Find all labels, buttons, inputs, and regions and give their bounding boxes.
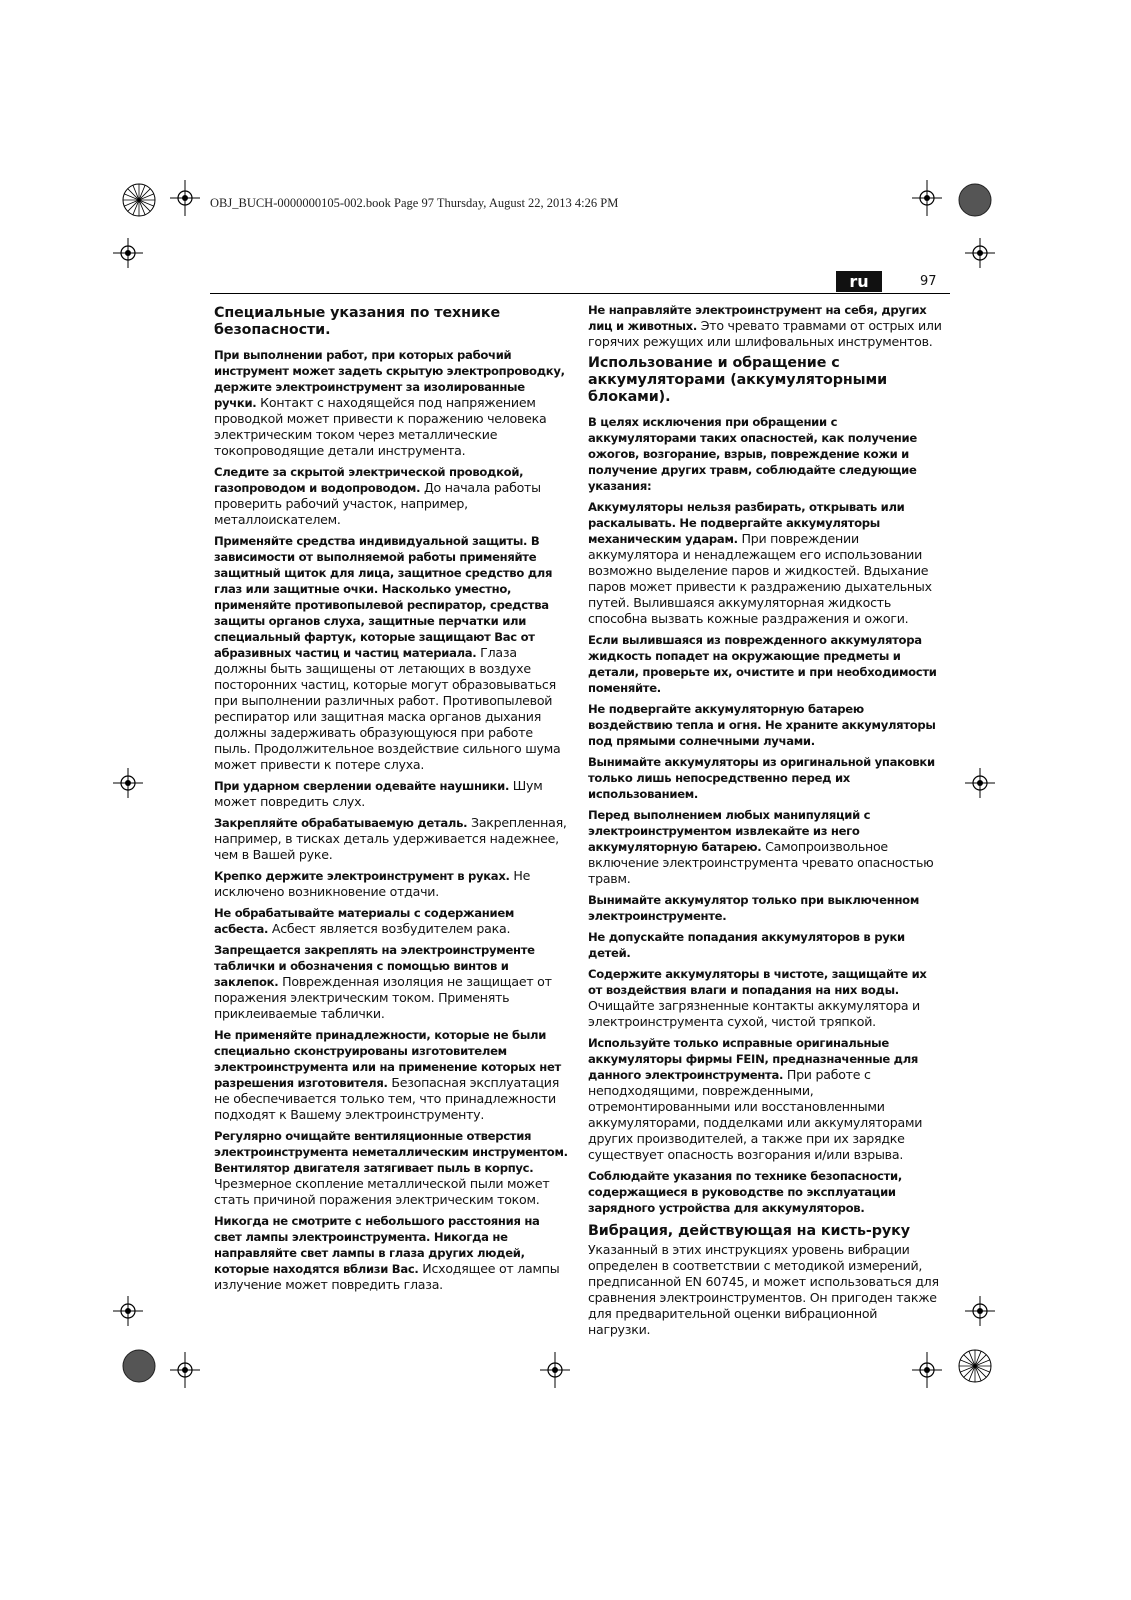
paragraph-body: Шум может повредить слух. [214,778,543,809]
paragraph-body: Чрезмерное скопление металлической пыли может стать причиной поражения электрическим током. [214,1176,550,1207]
paragraph [588,499,943,627]
crosshair-right-upper [965,238,995,268]
registration-circle-bottom-left [121,1348,157,1384]
paragraph [588,807,943,887]
page-number: 97 [920,274,937,289]
crosshair-right-lower [965,1296,995,1326]
paragraph-bold-lead: Не обрабатывайте материалы с содержанием асбеста. [214,906,515,936]
paragraph [588,754,943,802]
paragraph-body: Безопасная эксплуатация не обеспечивается только тем, что принадлежности подходят к Вашему электроинструменту. [214,1075,560,1122]
paragraph-bold-lead: Никогда не смотрите с небольшого расстояния на свет лампы электроинструмента. Никогда не направляйте свет лампы в глаза других людей, которые находятся вблизи Вас. [214,1214,540,1276]
left-paragraphs [214,347,569,1293]
paragraph-body: До начала работы проверить рабочий участок, например, металлоискателем. [214,480,541,527]
paragraph [588,632,943,696]
paragraph [588,1035,943,1163]
paragraph-bold-lead: Следите за скрытой электрической проводкой, газопроводом и водопроводом. [214,465,524,495]
registration-circle-bottom-right [957,1348,993,1384]
paragraph-intro: Не направляйте электроинструмент на себя, других лиц и животных. Это чревато травмами от острых или горячих режущих или шлифовальных инструментов. [588,303,942,349]
paragraph-bold-lead: При ударном сверлении одевайте наушники. [214,779,510,793]
section-heading-batteries: Использование и обращение с аккумуляторами (аккумуляторными блоками). [588,355,888,405]
paragraph [588,892,943,924]
paragraph [214,815,569,863]
paragraph-bold-lead: Крепко держите электроинструмент в руках. [214,869,510,883]
crosshair-bottom-center [540,1352,570,1388]
paragraph-bold-lead: Аккумуляторы нельзя разбирать, открывать или раскалывать. Не подвергайте аккумуляторы механическим ударам. [588,500,905,546]
paragraph-body: Глаза должны быть защищены от летающих в воздухе посторонних частиц, которые могут образовываться при выполнении различных работ. Противопылевой респиратор или защитная маска органов дыхания должны задерживать образующуюся при работе пыль. Продолжительное воздействие сильного шума может привести к потере слуха. [214,645,561,772]
paragraph-bold-lead: Используйте только исправные оригинальные аккумуляторы фирмы FEIN, предназначенные для данного электроинструмента. [588,1036,919,1082]
registration-circle-top-left [121,182,157,218]
crosshair-left-lower [113,1296,143,1326]
paragraph-bold-lead: Запрещается закреплять на электроинструменте таблички и обозначения с помощью винтов и заклепок. [214,943,535,989]
paragraph-bold-lead: Содержите аккумуляторы в чистоте, защищайте их от воздействия влаги и попадания на них воды. [588,967,927,997]
crosshair-top-right [912,180,942,216]
paragraph-bold-lead: Перед выполнением любых манипуляций с электроинструментом извлекайте из него аккумуляторную батарею. [588,808,871,854]
paragraph-bold-lead: Не подвергайте аккумуляторную батарею воздействию тепла и огня. Не храните аккумуляторы под прямыми солнечными лучами. [588,702,936,748]
paragraph [214,1128,569,1208]
right-column [588,302,943,1343]
paragraph-body: При работе с неподходящими, поврежденными, отремонтированными или восстановленными аккумуляторами, подделками или аккумуляторами других производителей, а также при их зарядке существует опасность возгорания и/или взрыва. [588,1067,923,1162]
paragraph [588,966,943,1030]
crosshair-right-middle [965,768,995,798]
paragraph-bold-lead: Не допускайте попадания аккумуляторов в руки детей. [588,930,905,960]
paragraph-body: Исходящее от лампы излучение может повредить глаза. [214,1261,560,1292]
paragraph [214,905,569,937]
paragraph [214,1027,569,1123]
paragraph [214,1213,569,1293]
paragraph-body: Самопроизвольное включение электроинструмента чревато опасностью травм. [588,839,934,886]
paragraph-bold-lead: Применяйте средства индивидуальной защиты. В зависимости от выполняемой работы применяйте защитный щиток для лица, защитное средство для глаз или защитные очки. Насколько уместно, применяйте противопылевой респиратор, средства защиты органов слуха, защитные перчатки или специальный фартук, которые защищают Вас от абразивных частиц и частиц материала. [214,534,553,660]
paragraph [214,942,569,1022]
crosshair-left-middle [113,768,143,798]
book-file-line: OBJ_BUCH-0000000105-002.book Page 97 Thursday, August 22, 2013 4:26 PM [210,196,619,210]
paragraph [214,347,569,459]
paragraph-bold-lead: При выполнении работ, при которых рабочий инструмент может задеть скрытую электропроводку, держите электроинструмент за изолированные ручки. [214,348,565,410]
crosshair-left-upper [113,238,143,268]
paragraph-body: Асбест является возбудителем рака. [268,921,511,936]
paragraph-body: Очищайте загрязненные контакты аккумулятора и электроинструмента сухой, чистой тряпкой. [588,998,920,1029]
paragraph-bold-lead: Соблюдайте указания по технике безопасности, содержащиеся в руководстве по эксплуатации зарядного устройства для аккумуляторов. [588,1169,902,1215]
header-rule [210,293,950,294]
section-heading-safety: Специальные указания по технике безопасности. [214,305,501,338]
paragraph [588,1168,943,1216]
paragraph-bold-lead: Закрепляйте обрабатываемую деталь. [214,816,468,830]
paragraph-body: Закрепленная, например, в тисках деталь удерживается надежнее, чем в Вашей руке. [214,815,567,862]
left-column [214,302,569,1298]
paragraph [214,868,569,900]
paragraph-body: Не исключено возникновение отдачи. [214,868,531,899]
paragraph [588,929,943,961]
paragraph [214,533,569,773]
paragraph-bold-lead: Вынимайте аккумулятор только при выключенном электроинструменте. [588,893,919,923]
paragraph-bold-lead: Вынимайте аккумуляторы из оригинальной упаковки только лишь непосредственно перед их использованием. [588,755,935,801]
paragraph-bold-lead: Регулярно очищайте вентиляционные отверстия электроинструмента неметаллическим инструментом. Вентилятор двигателя затягивает пыль в корпус. [214,1129,568,1175]
paragraph-bold-lead: В целях исключения при обращении с аккумуляторами таких опасностей, как получение ожогов, возгорание, взрыв, повреждение кожи и получение других травм, соблюдайте следующие указания: [588,415,917,493]
crosshair-bottom-left [170,1352,200,1388]
paragraph-body: Контакт с находящейся под напряжением проводкой может привести к поражению человека электрическим током через металлические токопроводящие детали инструмента. [214,395,547,458]
paragraph [214,778,569,810]
crosshair-bottom-right [912,1352,942,1388]
right-paragraphs [588,414,943,1216]
paragraph-bold-lead: Не применяйте принадлежности, которые не были специально сконструированы изготовителем электроинструмента или на применение которых нет разрешения изготовителя. [214,1028,561,1090]
paragraph-body: Поврежденная изоляция не защищает от поражения электрическим током. Применять приклеиваемые таблички. [214,974,552,1021]
paragraph [588,414,943,494]
registration-circle-top-right [957,182,993,218]
paragraph-body: При повреждении аккумулятора и ненадлежащем его использовании возможно выделение паров и жидкостей. Вдыхание паров может привести к раздражению дыхательных путей. Вылившаяся аккумуляторная жидкость способна вызвать кожные раздражения и ожоги. [588,531,932,626]
paragraph-bold-lead: Если вылившаяся из поврежденного аккумулятора жидкость попадет на окружающие предметы и детали, проверьте их, очистите и при необходимости поменяйте. [588,633,937,695]
section-heading-vibration: Вибрация, действующая на кисть-руку [588,1223,910,1239]
crosshair-top-left [170,180,200,216]
paragraph [588,701,943,749]
paragraph-vibration: Указанный в этих инструкциях уровень вибрации определен в соответствии с методикой измерений, предписанной EN 60745, и может использоваться для сравнения электроинструментов. Он пригоден также для предварительной оценки вибрационной нагрузки. [588,1242,939,1337]
language-badge: ru [836,271,882,292]
paragraph [214,464,569,528]
